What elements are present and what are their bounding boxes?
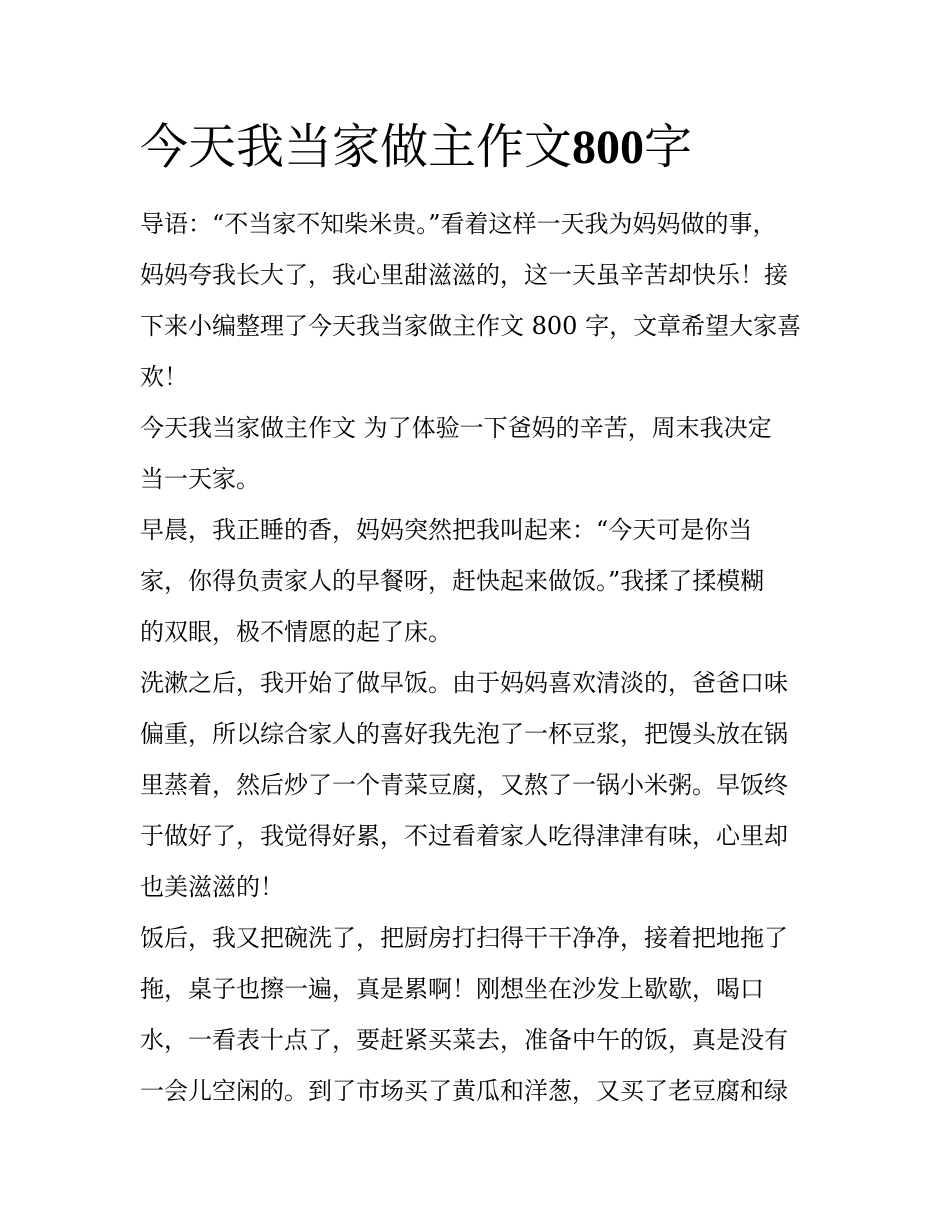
paragraph xyxy=(140,403,820,505)
article-body xyxy=(140,199,820,1117)
text-line: 水，一看表十点了，要赶紧买菜去，准备中午的饭，真是没有 xyxy=(140,1026,788,1054)
text-line: 里蒸着，然后炒了一个青菜豆腐，又熬了一锅小米粥。早饭终 xyxy=(140,771,788,799)
text-line: 的双眼，极不情愿的起了床。 xyxy=(140,618,452,646)
text-line: 早晨，我正睡的香，妈妈突然把我叫起来：“今天可是你当 xyxy=(140,516,753,544)
paragraph xyxy=(140,505,820,658)
title-suffix: 字 xyxy=(644,119,693,175)
text-line: 偏重，所以综合家人的喜好我先泡了一杯豆浆，把馒头放在锅 xyxy=(140,720,788,748)
title-text: 今天我当家做主作文 xyxy=(140,119,573,175)
paragraph xyxy=(140,658,820,913)
text-line: 今天我当家做主作文 为了体验一下爸妈的辛苦，周末我决定 xyxy=(140,414,772,442)
text-line: 当一天家。 xyxy=(140,465,260,493)
text-line: 一会儿空闲的。到了市场买了黄瓜和洋葱，又买了老豆腐和绿 xyxy=(140,1077,788,1105)
text-line: 家，你得负责家人的早餐呀，赶快起来做饭。”我揉了揉模糊 xyxy=(140,567,765,595)
text-line: 妈妈夸我长大了，我心里甜滋滋的，这一天虽辛苦却快乐！接 xyxy=(140,261,788,289)
paragraph xyxy=(140,199,820,403)
text-line: 于做好了，我觉得好累，不过看着家人吃得津津有味，心里却 xyxy=(140,822,788,850)
text-line: 导语：“不当家不知柴米贵。”看着这样一天我为妈妈做的事， xyxy=(140,210,777,238)
text-line: 也美滋滋的！ xyxy=(140,873,284,901)
text-line: 饭后，我又把碗洗了，把厨房打扫得干干净净，接着把地拖了 xyxy=(140,924,788,952)
title-number: 800 xyxy=(572,121,645,174)
text-line: 下来小编整理了今天我当家做主作文 800 字，文章希望大家喜 xyxy=(140,312,802,340)
text-line: 拖，桌子也擦一遍，真是累啊！刚想坐在沙发上歇歇，喝口 xyxy=(140,975,764,1003)
paragraph xyxy=(140,913,820,1117)
page-title xyxy=(140,116,840,179)
text-line: 洗漱之后，我开始了做早饭。由于妈妈喜欢清淡的，爸爸口味 xyxy=(140,669,788,697)
text-line: 欢！ xyxy=(140,363,188,391)
